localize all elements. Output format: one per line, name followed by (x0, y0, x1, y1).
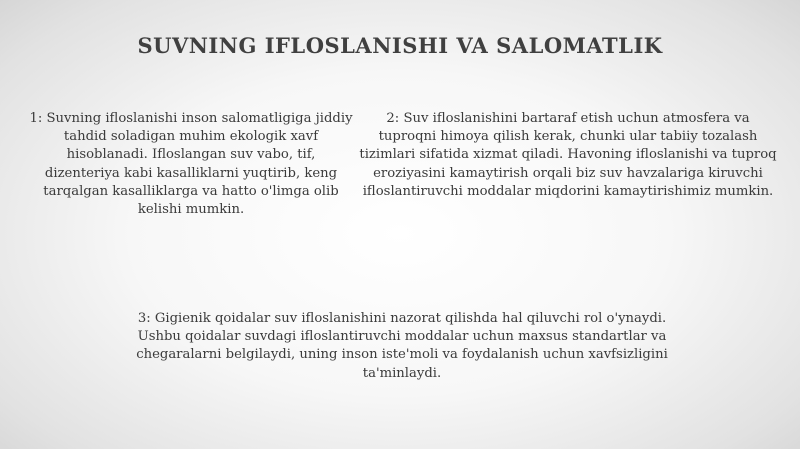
paragraph-3: 3: Gigienik qoidalar suv ifloslanishini nazorat qilishda hal qiluvchi rol o'ynaydi. Ushbu qoidalar suvdagi ifloslantiruvchi moddalar uchun maxsus standartlar va chegaralarni belgilaydi, uning inson iste'moli va foydalanish uchun xavfsizligini ta'minlaydi. (136, 311, 668, 381)
paragraph-1: 1: Suvning ifloslanishi inson salomatligiga jiddiy tahdid soladigan muhim ekologik xavf hisoblanadi. Ifloslangan suv vabo, tif, dizenteriya kabi kasalliklarni yuqtirib, keng tarqalgan kasalliklarga va hatto o'limga olib kelishi mumkin. (29, 111, 353, 218)
slide-title: SUVNING IFLOSLANISHI VA SALOMATLIK (137, 33, 663, 58)
paragraph-2: 2: Suv ifloslanishini bartaraf etish uchun atmosfera va tuproqni himoya qilish kerak, chunki ular tabiiy tozalash tizimlari sifatida xizmat qiladi. Havoning ifloslanishi va tuproq eroziyasini kamaytirish orqali biz suv havzalariga kiruvchi ifloslantiruvchi moddalar miqdorini kamaytirishimiz mumkin. (359, 111, 777, 199)
